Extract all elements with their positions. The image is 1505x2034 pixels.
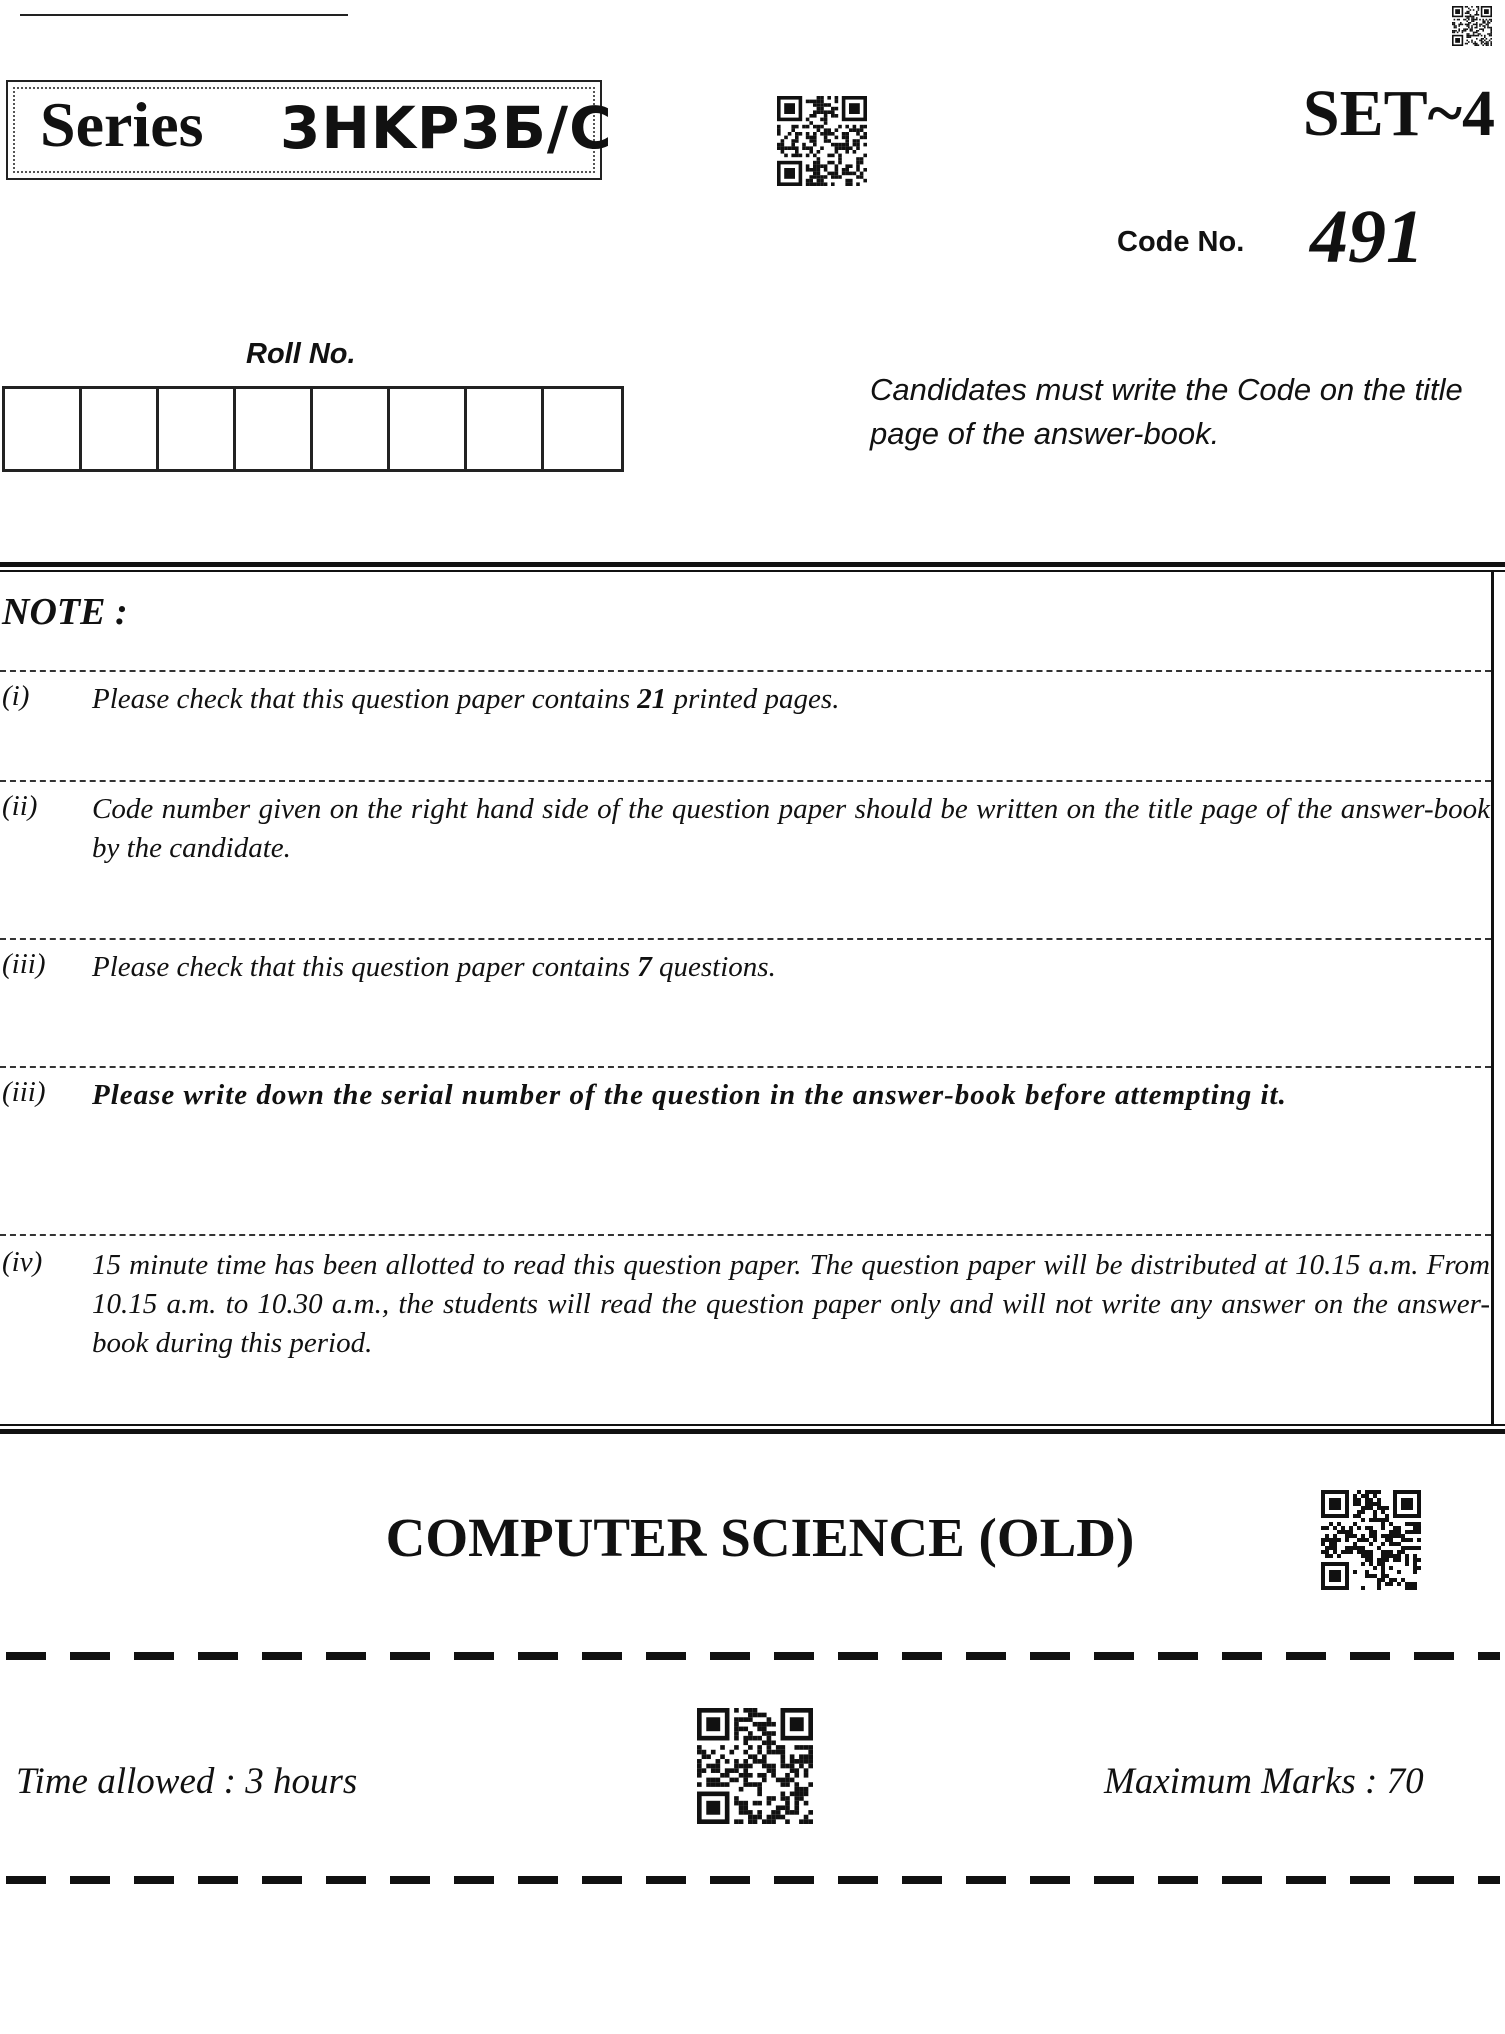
dashed-separator bbox=[6, 1652, 1500, 1660]
note-divider bbox=[0, 938, 1491, 940]
candidates-instruction: Candidates must write the Code on the title page of the answer-book. bbox=[870, 372, 1463, 451]
note-item-number: (iii) bbox=[2, 948, 46, 980]
roll-number-box[interactable] bbox=[313, 389, 390, 469]
code-value: 491 bbox=[1310, 195, 1424, 279]
dashed-separator bbox=[6, 1876, 1500, 1884]
note-item-number: (iv) bbox=[2, 1246, 43, 1278]
note-item-text: Please check that this question paper contains 7 questions. bbox=[92, 951, 776, 983]
roll-number-box[interactable] bbox=[159, 389, 236, 469]
series-label: Series bbox=[40, 89, 204, 160]
qr-code-icon-corner bbox=[1452, 6, 1492, 46]
note-divider bbox=[0, 1066, 1491, 1068]
note-item-text: Please write down the serial number of the question in the answer-book before attempting it. bbox=[92, 1079, 1287, 1111]
note-item-text: Code number given on the right hand side of the question paper should be written on the title page of the answer-book by the candidate. bbox=[92, 793, 1490, 864]
roll-number-box[interactable] bbox=[467, 389, 544, 469]
roll-label: Roll No. bbox=[246, 338, 356, 370]
roll-number-box[interactable] bbox=[390, 389, 467, 469]
top-rule bbox=[20, 14, 348, 16]
time-allowed: Time allowed : 3 hours bbox=[16, 1761, 358, 1802]
note-divider bbox=[0, 1234, 1491, 1236]
note-divider bbox=[0, 780, 1491, 782]
note-title: NOTE : bbox=[2, 591, 128, 633]
roll-number-box[interactable] bbox=[236, 389, 313, 469]
note-item-number: (ii) bbox=[2, 790, 38, 822]
qr-code-icon-header bbox=[776, 96, 868, 186]
note-item-text: 15 minute time has been allotted to read this question paper. The question paper will be distributed at 10.15 a.m. From 10.15 a.m. to 10.30 a.m., the students will read the question paper only and will not write any answer on the answer-book during this period. bbox=[92, 1249, 1490, 1359]
subject-title: COMPUTER SCIENCE (OLD) bbox=[385, 1507, 1135, 1568]
qr-code-icon-time bbox=[696, 1708, 814, 1824]
note-item-number: (iii) bbox=[2, 1076, 46, 1108]
code-label: Code No. bbox=[1117, 226, 1245, 258]
set-label: SET~4 bbox=[1302, 77, 1495, 150]
maximum-marks: Maximum Marks : 70 bbox=[1104, 1761, 1424, 1802]
note-item-number: (i) bbox=[2, 680, 30, 712]
roll-number-boxes bbox=[2, 386, 624, 472]
series-box bbox=[6, 80, 613, 180]
note-item-text: Please check that this question paper contains 21 printed pages. bbox=[92, 683, 840, 715]
note-divider bbox=[0, 670, 1491, 672]
roll-number-box[interactable] bbox=[82, 389, 159, 469]
roll-number-box[interactable] bbox=[5, 389, 82, 469]
series-code: 3HKP3Б/C bbox=[280, 94, 613, 162]
roll-number-box[interactable] bbox=[544, 389, 621, 469]
